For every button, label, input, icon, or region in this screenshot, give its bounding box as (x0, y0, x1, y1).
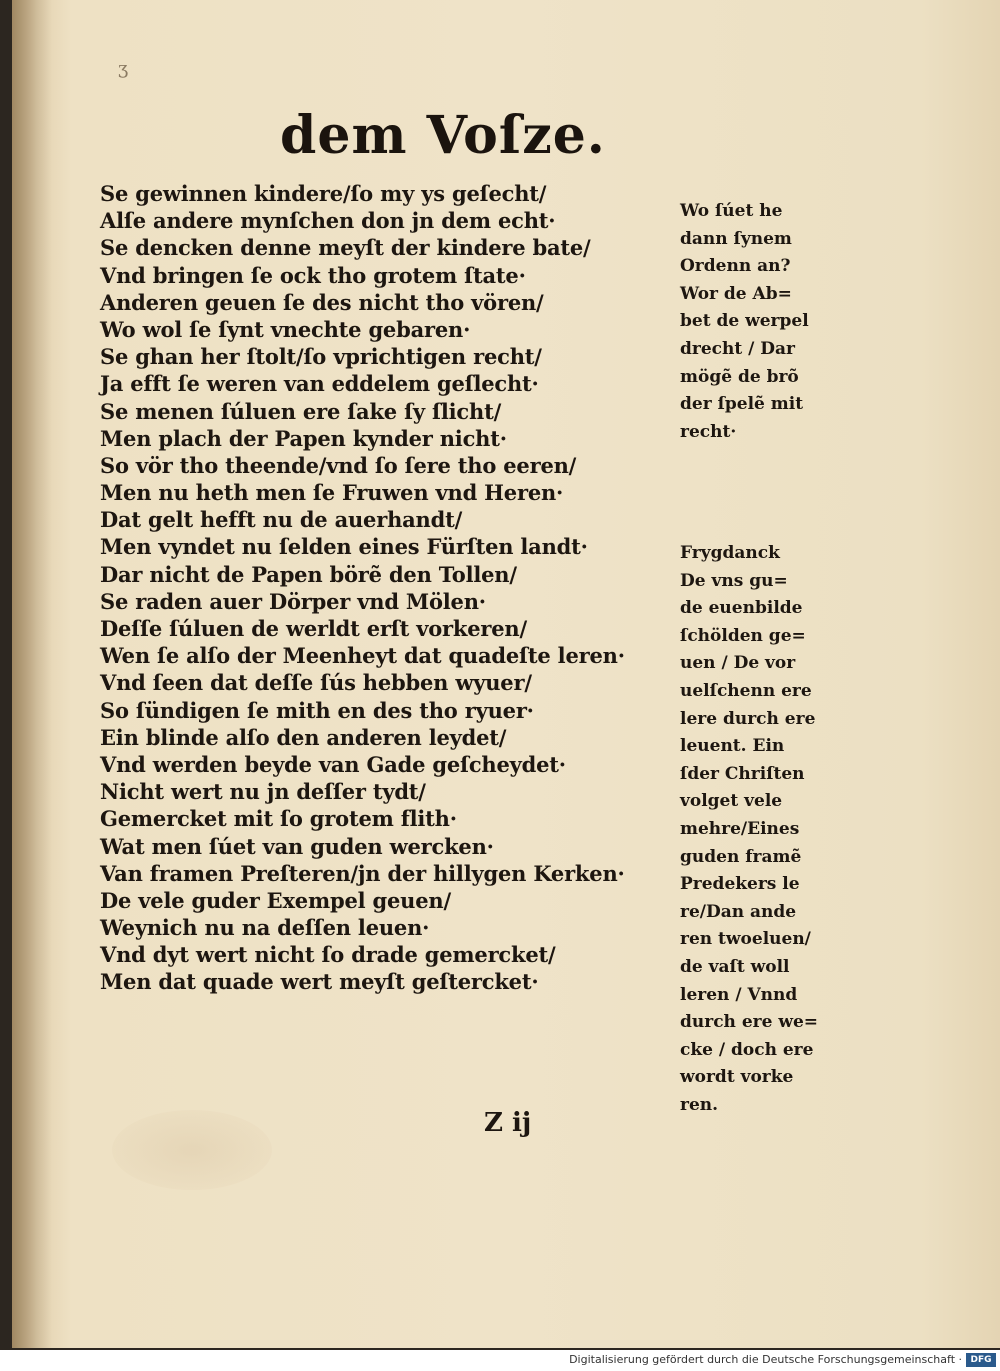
gloss-line: bet de werpel (680, 311, 809, 332)
gloss-line: mehre/Eines (680, 818, 800, 839)
verse-line: Weynich nu na deſſen leuen· (100, 915, 430, 941)
verse-line: Nicht wert nu jn deſſer tydt/ (100, 779, 426, 805)
gutter-shadow (12, 0, 52, 1348)
corner-mark: ʒ (118, 58, 129, 79)
verse-line: Ja efft ſe weren van eddelem geſlecht· (100, 371, 539, 397)
gloss-line: uelſchenn ere (680, 680, 812, 701)
gloss-line: De vns gu= (680, 570, 788, 591)
running-head: dem Voſze. (280, 105, 606, 166)
verse-line: Wen ſe alſo der Meenheyt dat quadeſte leren· (100, 643, 625, 669)
verse-line: Ein blinde alſo den anderen leydet/ (100, 724, 507, 750)
gloss-line: dann ſynem (680, 228, 792, 249)
verse-line: Se dencken denne meyſt der kindere bate/ (100, 235, 591, 261)
gloss-line: Predekers le (680, 874, 800, 895)
verse-line: Vnd werden beyde van Gade geſcheydet· (100, 751, 566, 777)
verse-line: Se menen ſúluen ere ſake ſy ſlicht/ (100, 398, 502, 424)
verse-line: Deſſe ſúluen de werldt erſt vorkeren/ (100, 616, 527, 641)
gloss-line: lere durch ere (680, 708, 816, 729)
marginal-gloss-2 (680, 540, 840, 1119)
gloss-line: leren / Vnnd (680, 984, 798, 1005)
dfg-logo: DFG (966, 1353, 996, 1367)
gloss-line: Ordenn an? (680, 256, 791, 277)
gloss-line: drecht / Dar (680, 338, 795, 359)
verse-line: Dat gelt hefft nu de auerhandt/ (100, 507, 463, 533)
gloss-line: de euenbilde (680, 598, 803, 619)
funding-credit: Digitalisierung gefördert durch die Deutsche Forschungsgemeinschaft · (569, 1353, 962, 1366)
verse-line: Dar nicht de Papen börẽ den Tollen/ (100, 561, 517, 587)
gloss-line: leuent. Ein (680, 736, 785, 757)
verse-line: Vnd bringen ſe ock tho grotem ſtate· (100, 262, 526, 288)
verse-line: Se gewinnen kindere/ſo my ys geſecht/ (100, 181, 547, 206)
gloss-line: Wor de Ab= (680, 283, 792, 304)
verse-line: Wo wol ſe ſynt vnechte gebaren· (100, 316, 471, 342)
verse-line: Van framen Preſteren/jn der hillygen Kerken· (100, 860, 625, 886)
gloss-line: volget vele (680, 791, 783, 812)
gloss-line: re/Dan ande (680, 901, 797, 922)
signature-mark: Z ij (484, 1108, 532, 1138)
gloss-line: uen / De vor (680, 653, 796, 674)
verse-line: Se raden auer Dörper vnd Mölen· (100, 588, 486, 614)
gloss-line: de vaſt woll (680, 956, 790, 977)
gloss-line: mögẽ de brõ (680, 366, 799, 387)
verse-line: Men dat quade wert meyſt geſtercket· (100, 969, 539, 995)
verse-line: Men nu heth men ſe Fruwen vnd Heren· (100, 480, 564, 506)
gloss-line: wordt vorke (680, 1067, 794, 1088)
gloss-line: recht· (680, 421, 737, 442)
verse-line: De vele guder Exempel geuen/ (100, 887, 451, 913)
gloss-line: der ſpelẽ mit (680, 394, 804, 415)
marginal-gloss-1 (680, 198, 840, 446)
main-text-block (100, 180, 660, 996)
paper-stain (112, 1110, 272, 1190)
verse-line: Se ghan her ſtolt/ſo vprichtigen recht/ (100, 344, 542, 370)
gloss-line: ſchölden ge= (680, 625, 806, 646)
verse-line: Vnd dyt wert nicht ſo drade gemercket/ (100, 942, 556, 968)
gloss-line: cke / doch ere (680, 1039, 814, 1060)
verse-line: Alſe andere mynſchen don jn dem echt· (100, 208, 556, 234)
gloss-line: ſder Chriſten (680, 763, 805, 784)
verse-line: Gemercket mit ſo grotem flith· (100, 806, 457, 832)
verse-line: Men vyndet nu ſelden eines Fürſten landt· (100, 534, 588, 560)
gloss-line: ren twoeluen/ (680, 929, 811, 950)
gloss-line: durch ere we= (680, 1012, 819, 1033)
footer-bar (0, 1350, 1000, 1371)
gloss-line: ren. (680, 1094, 719, 1115)
gloss-line: Frygdanck (680, 543, 780, 563)
verse-line: Anderen geuen ſe des nicht tho vören/ (100, 289, 544, 315)
verse-line: So vör tho theende/vnd ſo ſere tho eeren/ (100, 452, 577, 478)
verse-line: Wat men ſúet van guden wercken· (100, 833, 494, 859)
verse-line: So ſündigen ſe mith en des tho ryuer· (100, 697, 534, 723)
gloss-line: Wo ſúet he (680, 201, 783, 221)
gloss-line: guden framẽ (680, 846, 802, 867)
verse-line: Vnd ſeen dat deſſe ſús hebben wyuer/ (100, 670, 532, 696)
verse-line: Men plach der Papen kynder nicht· (100, 425, 507, 451)
